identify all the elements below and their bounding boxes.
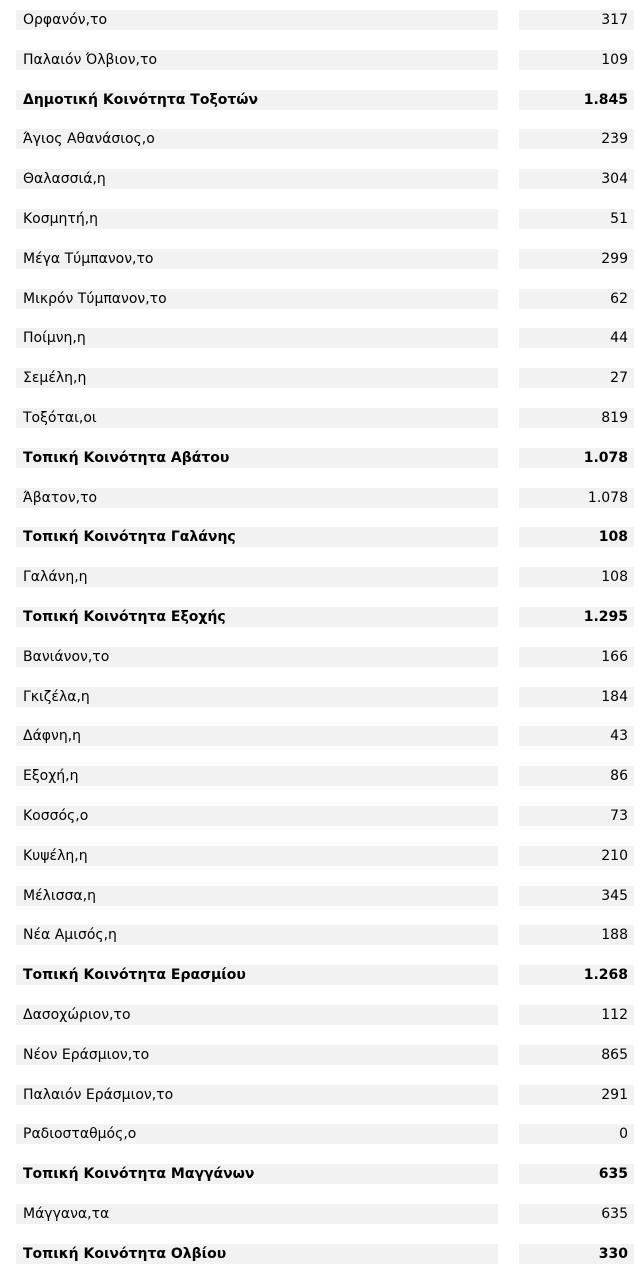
settlement-row [0,756,640,796]
settlement-name: Κοσμητή,η [16,209,498,229]
settlement-population: 210 [519,846,634,866]
settlement-name: Παλαιόν Όλβιον,το [16,50,498,70]
settlement-row [0,398,640,438]
settlement-name: Ραδιοσταθμός,ο [16,1124,498,1144]
community-total-row [0,80,640,120]
settlement-name: Νέα Αμισός,η [16,925,498,945]
settlement-row [0,318,640,358]
settlement-row [0,1035,640,1075]
settlement-population: 291 [519,1085,634,1105]
community-name: Δημοτική Κοινότητα Τοξοτών [16,90,498,110]
settlement-population: 109 [519,50,634,70]
settlement-name: Ποίμνη,η [16,328,498,348]
settlement-row [0,557,640,597]
settlement-population: 1.078 [519,488,634,508]
community-name: Τοπική Κοινότητα Εξοχής [16,607,498,627]
settlement-population: 166 [519,647,634,667]
settlement-name: Ορφανόν,το [16,10,498,30]
settlement-population: 44 [519,328,634,348]
community-name: Τοπική Κοινότητα Ολβίου [16,1244,498,1264]
settlement-population: 865 [519,1045,634,1065]
settlement-row [0,915,640,955]
community-total-row [0,1234,640,1274]
settlement-population: 0 [519,1124,634,1144]
community-population: 635 [519,1164,634,1184]
settlement-name: Θαλασσιά,η [16,169,498,189]
settlement-row [0,478,640,518]
community-total-row [0,597,640,637]
settlement-name: Μικρόν Τύμπανον,το [16,289,498,309]
settlement-population: 112 [519,1005,634,1025]
community-population: 1.295 [519,607,634,627]
settlement-name: Σεμέλη,η [16,368,498,388]
settlement-population: 819 [519,408,634,428]
settlement-name: Μάγγανα,τα [16,1204,498,1224]
settlement-row [0,796,640,836]
community-total-row [0,955,640,995]
settlement-population: 73 [519,806,634,826]
settlement-population: 299 [519,249,634,269]
community-population: 330 [519,1244,634,1264]
settlement-row [0,199,640,239]
community-name: Τοπική Κοινότητα Ερασμίου [16,965,498,985]
settlement-row [0,995,640,1035]
settlement-name: Παλαιόν Εράσμιον,το [16,1085,498,1105]
settlement-population: 62 [519,289,634,309]
community-population: 1.845 [519,90,634,110]
settlement-population: 345 [519,886,634,906]
settlement-name: Μέγα Τύμπανον,το [16,249,498,269]
settlement-name: Μέλισσα,η [16,886,498,906]
community-total-row [0,438,640,478]
settlement-name: Άγιος Αθανάσιος,ο [16,129,498,149]
settlement-population: 51 [519,209,634,229]
settlement-name: Δασοχώριον,το [16,1005,498,1025]
settlement-name: Γαλάνη,η [16,567,498,587]
settlement-row [0,716,640,756]
community-population: 1.268 [519,965,634,985]
settlement-name: Άβατον,το [16,488,498,508]
settlement-population: 108 [519,567,634,587]
settlement-population: 635 [519,1204,634,1224]
settlement-name: Εξοχή,η [16,766,498,786]
settlement-row [0,1075,640,1115]
settlement-population: 239 [519,129,634,149]
settlement-name: Τοξόται,οι [16,408,498,428]
settlement-row [0,119,640,159]
settlement-population: 304 [519,169,634,189]
settlement-row [0,876,640,916]
settlement-name: Κοσσός,ο [16,806,498,826]
settlement-row [0,159,640,199]
settlement-name: Βανιάνον,το [16,647,498,667]
settlement-population: 27 [519,368,634,388]
settlement-name: Νέον Εράσμιον,το [16,1045,498,1065]
settlement-row [0,1194,640,1234]
settlement-row [0,239,640,279]
settlement-row [0,40,640,80]
community-name: Τοπική Κοινότητα Γαλάνης [16,527,498,547]
settlement-name: Δάφνη,η [16,726,498,746]
settlement-row [0,0,640,40]
settlement-population: 184 [519,687,634,707]
community-total-row [0,1154,640,1194]
community-name: Τοπική Κοινότητα Μαγγάνων [16,1164,498,1184]
community-population: 108 [519,527,634,547]
settlement-population: 188 [519,925,634,945]
settlement-name: Κυψέλη,η [16,846,498,866]
settlement-row [0,637,640,677]
community-name: Τοπική Κοινότητα Αβάτου [16,448,498,468]
community-population: 1.078 [519,448,634,468]
settlement-row [0,279,640,319]
settlement-name: Γκιζέλα,η [16,687,498,707]
settlement-population: 317 [519,10,634,30]
settlement-row [0,677,640,717]
community-total-row [0,517,640,557]
settlement-population: 86 [519,766,634,786]
settlement-row [0,1114,640,1154]
settlement-row [0,836,640,876]
settlement-population: 43 [519,726,634,746]
settlement-row [0,358,640,398]
